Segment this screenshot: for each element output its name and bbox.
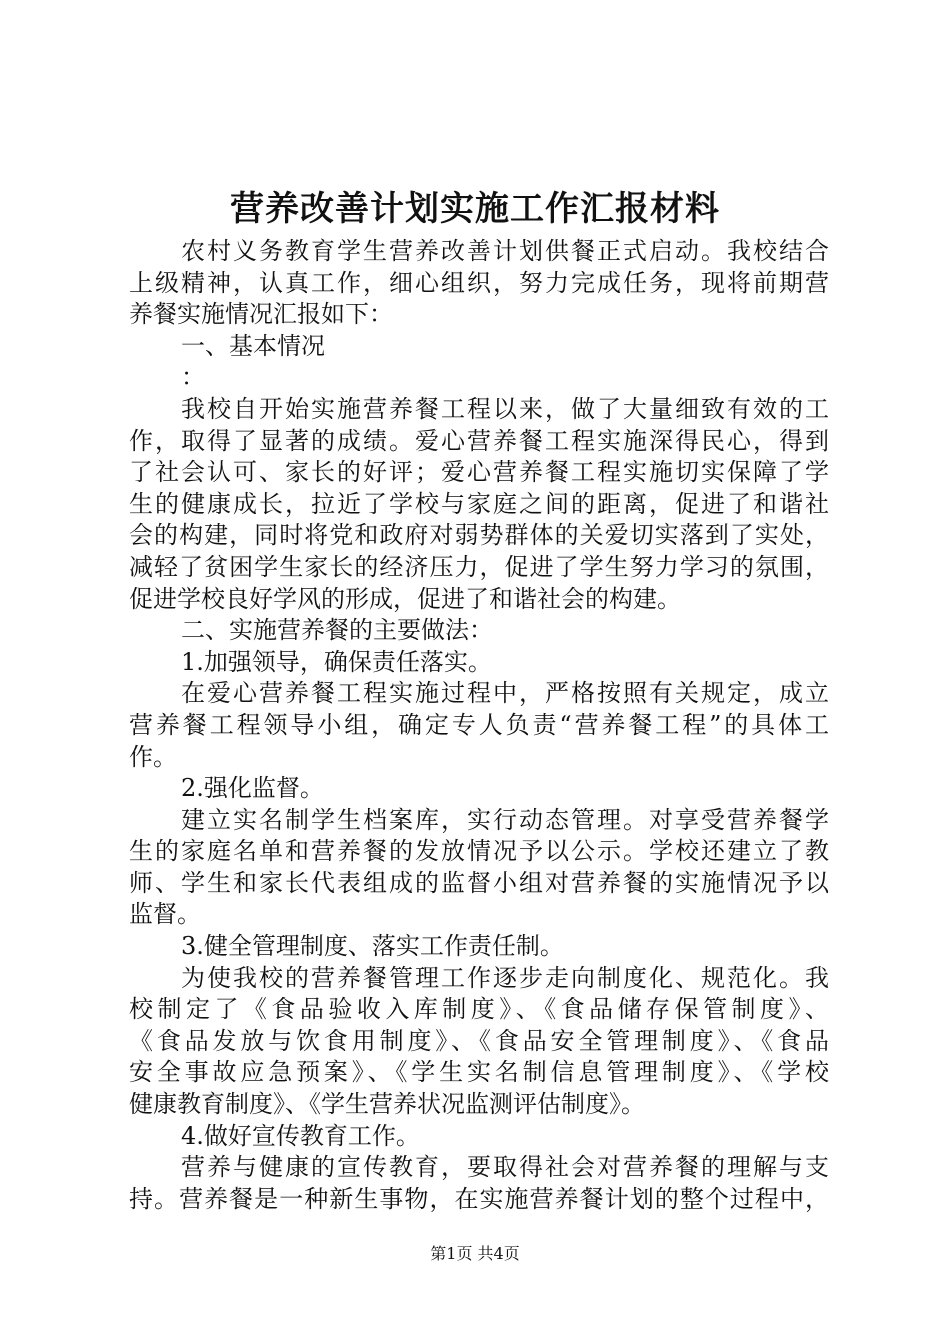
text-line: ： [181,363,205,392]
section-heading: 一、基本情况 [181,331,325,360]
subsection-heading: 3.健全管理制度、落实工作责任制。 [181,932,564,961]
text-line: 养餐实施情况汇报如下： [129,300,393,329]
document-body [129,236,829,1215]
text-line: 校制定了《食品验收入库制度》、《食品储存保管制度》、 [129,995,829,1024]
text-line: 作。 [129,742,177,771]
subsection-heading: 1.加强领导，确保责任落实。 [181,647,492,676]
text-line: 监督。 [129,900,201,929]
text-line: 健康教育制度》、《学生营养状况监测评估制度》。 [129,1090,645,1119]
text-line: 为使我校的营养餐管理工作逐步走向制度化、规范化。我 [181,963,829,992]
text-line: 师、学生和家长代表组成的监督小组对营养餐的实施情况予以 [129,868,829,897]
text-line: 生的家庭名单和营养餐的发放情况予以公示。学校还建立了教 [129,837,829,866]
text-line: 持。营养餐是一种新生事物，在实施营养餐计划的整个过程中， [129,1184,829,1213]
section-heading: 二、实施营养餐的主要做法： [181,616,493,645]
document-title: 营养改善计划实施工作汇报材料 [230,189,720,229]
text-line: 营养餐工程领导小组，确定专人负责“营养餐工程”的具体工 [129,710,829,739]
text-line: 作，取得了显著的成绩。爱心营养餐工程实施深得民心，得到 [129,426,829,455]
text-line: 农村义务教育学生营养改善计划供餐正式启动。我校结合 [181,237,829,265]
text-line: 生的健康成长，拉近了学校与家庭之间的距离，促进了和谐社 [129,489,829,518]
text-line: 减轻了贫困学生家长的经济压力，促进了学生努力学习的氛围， [129,552,829,581]
subsection-heading: 2.强化监督。 [181,774,324,803]
subsection-heading: 4.做好宣传教育工作。 [181,1121,420,1150]
text-line: 了社会认可、家长的好评；爱心营养餐工程实施切实保障了学 [129,458,829,487]
text-line: 安全事故应急预案》、《学生实名制信息管理制度》、《学校 [129,1058,829,1087]
text-line: 促进学校良好学风的形成，促进了和谐社会的构建。 [129,584,681,613]
page-number-footer: 第1页 共4页 [430,1244,520,1263]
text-line: 在爱心营养餐工程实施过程中，严格按照有关规定，成立 [181,679,829,708]
text-line: 《食品发放与饮食用制度》、《食品安全管理制度》、《食品 [129,1026,829,1055]
text-line: 我校自开始实施营养餐工程以来，做了大量细致有效的工 [181,394,829,423]
text-line: 建立实名制学生档案库，实行动态管理。对享受营养餐学 [181,805,829,834]
text-line: 上级精神，认真工作，细心组织，努力完成任务，现将前期营 [129,268,829,297]
text-line: 会的构建，同时将党和政府对弱势群体的关爱切实落到了实处， [129,521,829,550]
text-line: 营养与健康的宣传教育，要取得社会对营养餐的理解与支 [181,1153,829,1182]
